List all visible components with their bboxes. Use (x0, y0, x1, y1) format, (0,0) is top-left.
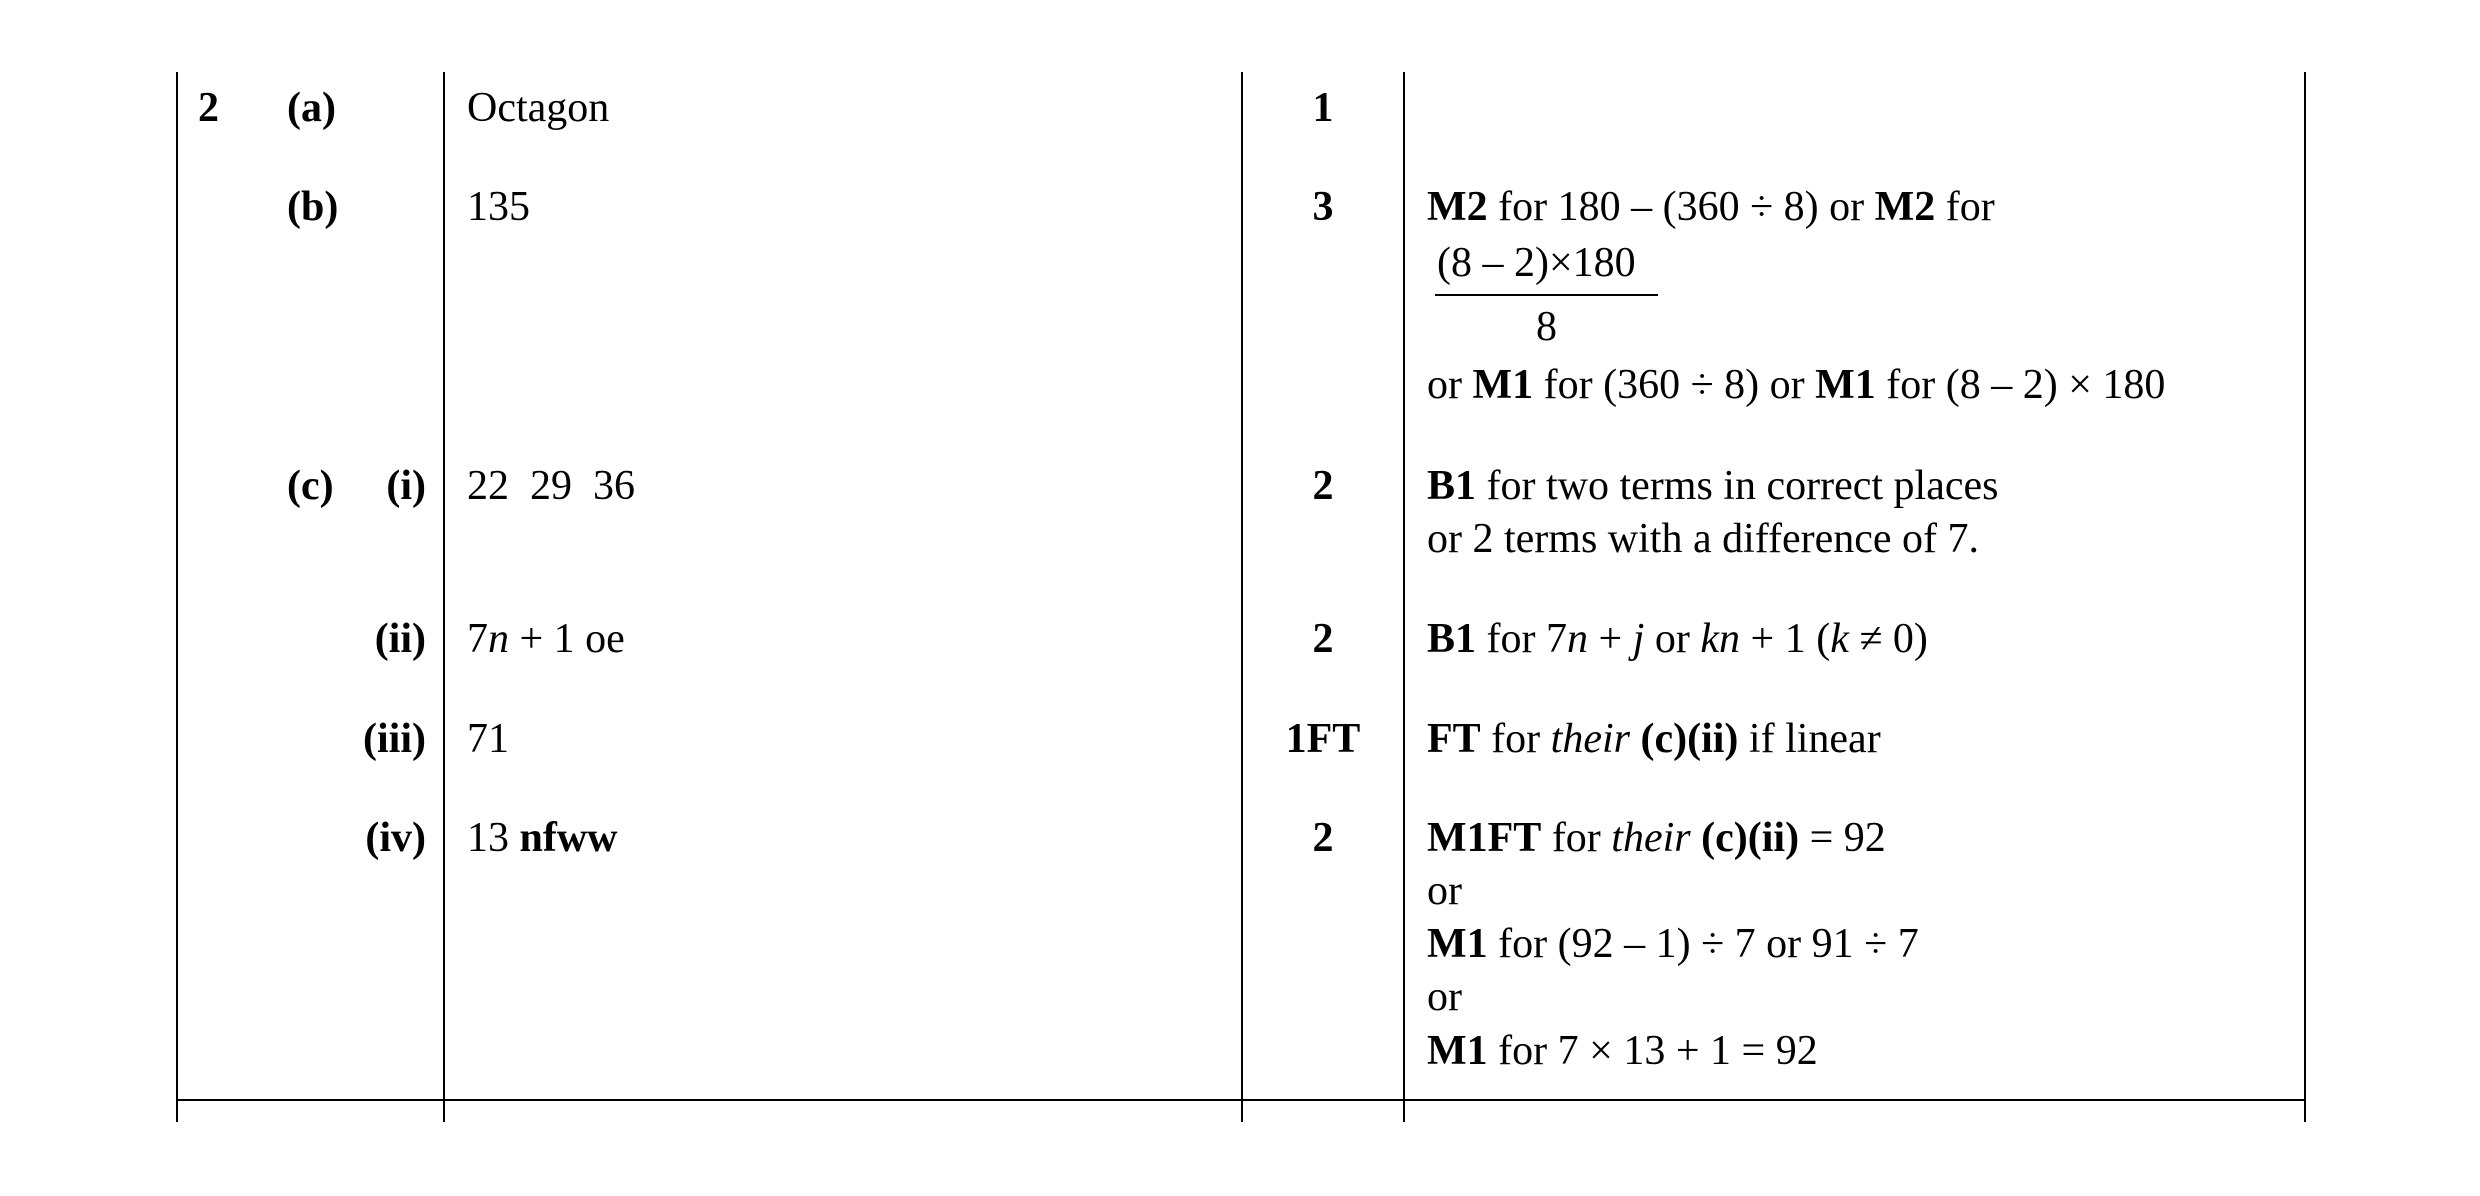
part-label-c: (c) (287, 463, 334, 509)
note-b-m1: M1 (1472, 362, 1534, 408)
note-c-iv-m1: M1 (1427, 921, 1488, 967)
note-b-text2: for (1935, 184, 1995, 230)
answer-c-ii-coef: 7 (467, 616, 488, 662)
table-row-bottom-rule (176, 1099, 2306, 1101)
question-number: 2 (198, 85, 219, 131)
note-b-m2b: M2 (1874, 184, 1936, 230)
note-c-i-text: for two terms in correct places (1476, 463, 1999, 509)
answer-c-iv (467, 817, 618, 859)
mark-b: 3 (1312, 184, 1334, 230)
note-c-iii-t2: if linear (1738, 716, 1881, 762)
subpart-label-ii: (ii) (374, 616, 426, 662)
answer-c-iv-value: 13 (467, 815, 520, 861)
subpart-label-iii: (iii) (363, 716, 426, 762)
note-c-i-line2: or 2 terms with a difference of 7. (1427, 516, 1980, 562)
note-b-line1 (1427, 186, 1995, 228)
answer-b: 135 (467, 184, 530, 230)
column-divider-answer-mark (1241, 72, 1243, 1122)
note-c-iii-ref: (c)(ii) (1640, 716, 1739, 762)
answer-c-ii-rest: + 1 oe (509, 616, 625, 662)
note-b-fraction-bar (1435, 294, 1658, 296)
note-c-iv-t1: for (1541, 815, 1612, 861)
note-b-text3: for (360 ÷ 8) or (1533, 362, 1816, 408)
mark-c-iii: 1FT (1285, 716, 1361, 762)
note-c-iv-line4: or (1427, 974, 1462, 1020)
mark-c-iv: 2 (1312, 815, 1334, 861)
mark-c-ii: 2 (1312, 616, 1334, 662)
note-c-ii-t1: for 7 (1476, 616, 1567, 662)
note-b-m1b: M1 (1815, 362, 1876, 408)
note-b-m2: M2 (1427, 184, 1488, 230)
column-divider-part-answer (443, 72, 445, 1122)
note-c-iii-t1: for (1480, 716, 1551, 762)
note-b-fraction-numerator: (8 – 2)×180 (1437, 240, 1636, 286)
answer-a: Octagon (467, 85, 610, 131)
note-c-iv-line2: or (1427, 868, 1462, 914)
note-c-iv-m1b: M1 (1427, 1028, 1488, 1074)
note-b-line3 (1427, 364, 2165, 406)
note-c-iii-sp (1630, 716, 1641, 762)
part-label-a: (a) (287, 85, 336, 131)
note-b-text1: for 180 – (360 ÷ 8) or (1487, 184, 1875, 230)
note-c-iv-sp (1691, 815, 1702, 861)
note-c-iii-ft: FT (1427, 716, 1481, 762)
note-c-ii-k: k (1830, 616, 1849, 662)
table-border-right (2304, 72, 2306, 1122)
note-c-ii-t5: ≠ 0) (1848, 616, 1928, 662)
note-c-ii-j: j (1632, 616, 1645, 662)
note-b-or: or (1427, 362, 1473, 408)
note-c-ii-t3: or (1644, 616, 1701, 662)
table-border-left (176, 72, 178, 1122)
note-c-ii-t4: + 1 ( (1740, 616, 1831, 662)
note-c-iv-line1 (1427, 817, 1886, 859)
answer-c-iii: 71 (467, 716, 509, 762)
note-c-i-line1 (1427, 465, 1998, 507)
subpart-label-iv: (iv) (365, 815, 426, 861)
note-c-iv-ref: (c)(ii) (1701, 815, 1800, 861)
answer-c-ii (467, 618, 625, 660)
subpart-label-i: (i) (386, 463, 426, 509)
column-divider-mark-notes (1403, 72, 1405, 1122)
mark-a: 1 (1312, 85, 1334, 131)
note-c-ii-n: n (1567, 616, 1588, 662)
part-label-b: (b) (287, 184, 339, 230)
note-c-ii-kn: kn (1700, 616, 1741, 662)
mark-c-i: 2 (1312, 463, 1334, 509)
note-c-iv-m1ft: M1FT (1427, 815, 1542, 861)
note-c-ii (1427, 618, 1928, 660)
note-c-iv-their: their (1611, 815, 1691, 861)
note-c-iv-t5: for 7 × 13 + 1 = 92 (1487, 1028, 1818, 1074)
note-c-ii-t2: + (1588, 616, 1633, 662)
note-c-iv-line3 (1427, 923, 1919, 965)
answer-c-ii-var: n (488, 616, 509, 662)
note-c-iii (1427, 718, 1881, 760)
answer-c-iv-nfww: nfww (519, 815, 618, 861)
note-b-text4: for (8 – 2) × 180 (1875, 362, 2166, 408)
note-c-iii-their: their (1550, 716, 1630, 762)
note-c-iv-t3: for (92 – 1) ÷ 7 or 91 ÷ 7 (1487, 921, 1919, 967)
answer-c-i: 22 29 36 (467, 463, 635, 509)
note-c-iv-t2: = 92 (1799, 815, 1886, 861)
note-b-fraction-denominator: 8 (1536, 304, 1557, 350)
note-c-ii-b1: B1 (1427, 616, 1477, 662)
note-c-i-b1: B1 (1427, 463, 1477, 509)
note-c-iv-line5 (1427, 1030, 1818, 1072)
